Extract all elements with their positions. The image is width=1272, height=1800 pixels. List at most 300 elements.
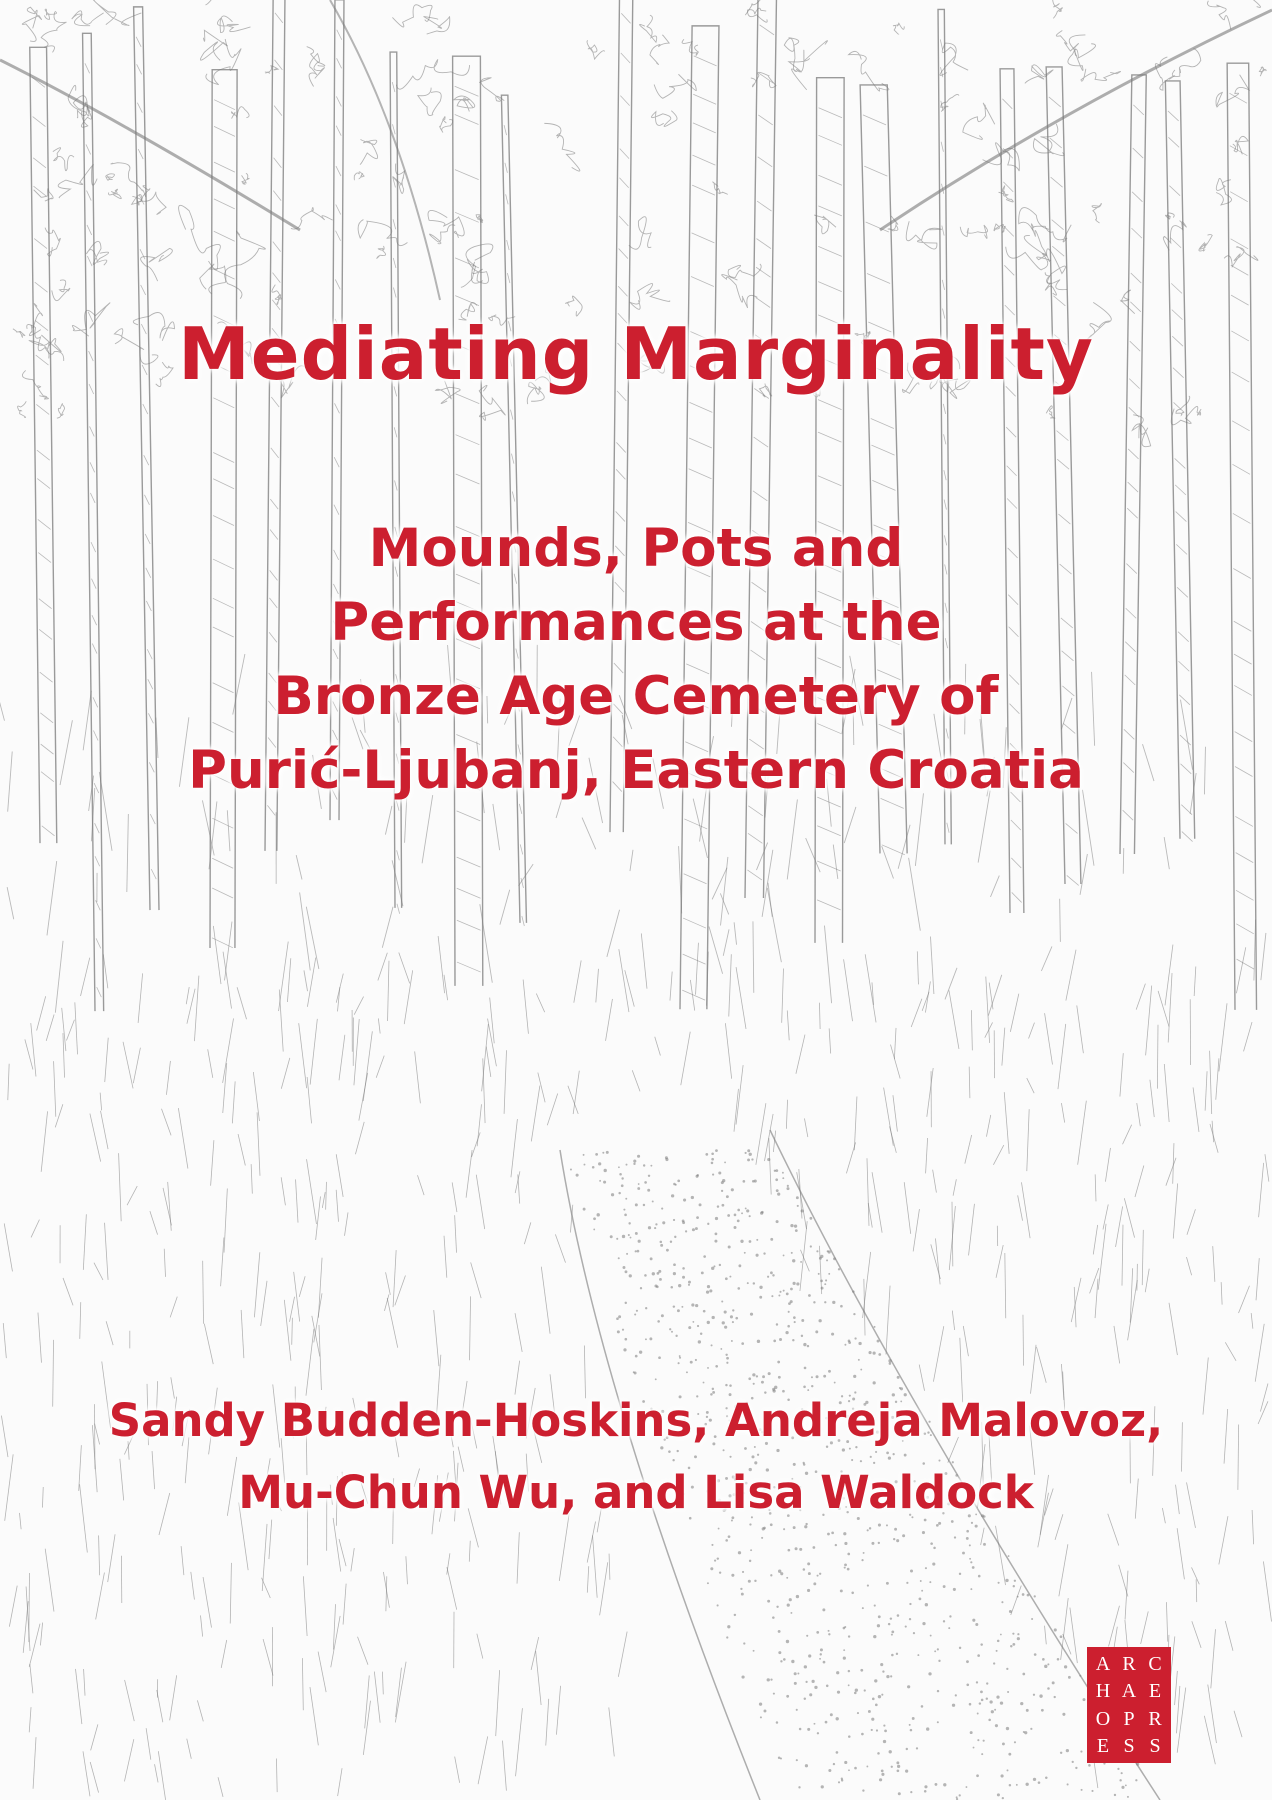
bark-hatch bbox=[97, 987, 102, 997]
grass-stroke bbox=[75, 1002, 78, 1054]
path-stipple bbox=[725, 1354, 727, 1356]
grass-stroke bbox=[94, 1263, 103, 1280]
path-stipple bbox=[731, 1340, 733, 1342]
path-stipple bbox=[813, 1582, 816, 1585]
path-stipple bbox=[825, 1279, 827, 1281]
grass-stroke bbox=[1021, 1182, 1030, 1238]
path-stipple bbox=[1127, 1796, 1129, 1798]
path-stipple bbox=[981, 1753, 983, 1755]
foliage-scribble bbox=[358, 220, 407, 246]
grass-stroke bbox=[37, 996, 46, 1030]
path-stipple bbox=[828, 1769, 831, 1772]
bark-hatch bbox=[1235, 816, 1253, 826]
grass-stroke bbox=[83, 1751, 90, 1796]
shrub-stroke bbox=[382, 907, 393, 948]
grass-stroke bbox=[197, 1700, 203, 1721]
grass-stroke bbox=[1045, 1013, 1053, 1064]
foliage-scribble bbox=[179, 205, 221, 270]
foliage-scribble bbox=[454, 96, 475, 112]
path-stipple bbox=[644, 1274, 647, 1277]
grass-stroke bbox=[736, 1065, 743, 1124]
grass-stroke bbox=[884, 1088, 894, 1146]
grass-stroke bbox=[1109, 1606, 1120, 1647]
grass-stroke bbox=[318, 1652, 326, 1693]
bark-hatch bbox=[336, 96, 341, 106]
path-stipple bbox=[959, 1794, 961, 1796]
path-stipple bbox=[832, 1301, 835, 1304]
path-stipple bbox=[724, 1326, 727, 1329]
path-stipple bbox=[1125, 1784, 1127, 1786]
path-stipple bbox=[1119, 1779, 1121, 1781]
grass-stroke bbox=[949, 990, 959, 1049]
grass-stroke bbox=[376, 1056, 384, 1078]
grass-stroke bbox=[1256, 1258, 1259, 1300]
bark-hatch bbox=[1231, 265, 1249, 275]
bark-hatch bbox=[151, 869, 156, 879]
path-stipple bbox=[956, 1796, 958, 1798]
bark-hatch bbox=[511, 454, 513, 464]
grass-stroke bbox=[1192, 1621, 1201, 1648]
path-stipple bbox=[738, 1551, 741, 1554]
foliage-scribble bbox=[1216, 75, 1249, 107]
path-stipple bbox=[1136, 1763, 1139, 1766]
bark-hatch bbox=[944, 500, 946, 510]
foliage-scribble bbox=[467, 259, 488, 283]
path-stipple bbox=[628, 1234, 630, 1236]
shrub-stroke bbox=[630, 850, 633, 871]
shrub-stroke bbox=[930, 937, 933, 994]
grass-stroke bbox=[981, 1528, 985, 1545]
path-stipple bbox=[730, 1315, 733, 1318]
path-stipple bbox=[1013, 1585, 1015, 1587]
grass-stroke bbox=[963, 1326, 968, 1356]
grass-stroke bbox=[1193, 1087, 1199, 1131]
bark-hatch bbox=[1123, 810, 1133, 820]
path-stipple bbox=[759, 1286, 762, 1289]
bark-hatch bbox=[275, 13, 283, 23]
path-stipple bbox=[909, 1724, 911, 1726]
grass-stroke bbox=[922, 992, 929, 1011]
path-stipple bbox=[644, 1181, 647, 1184]
grass-stroke bbox=[1221, 1282, 1222, 1304]
grass-stroke bbox=[655, 1037, 661, 1056]
path-stipple bbox=[813, 1301, 815, 1303]
path-stipple bbox=[803, 1568, 806, 1571]
grass-stroke bbox=[996, 1245, 1003, 1278]
bark-hatch bbox=[1128, 482, 1138, 492]
path-stipple bbox=[621, 1177, 623, 1179]
path-stipple bbox=[820, 1648, 823, 1651]
grass-stroke bbox=[502, 1741, 506, 1791]
path-stipple bbox=[820, 1280, 823, 1283]
grass-stroke bbox=[438, 936, 444, 993]
path-stipple bbox=[978, 1575, 981, 1578]
shrub-stroke bbox=[824, 926, 831, 1004]
path-stipple bbox=[1034, 1653, 1037, 1656]
path-stipple bbox=[793, 1316, 796, 1319]
path-stipple bbox=[814, 1686, 817, 1689]
grass-stroke bbox=[322, 1192, 325, 1208]
grass-stroke bbox=[1005, 1253, 1006, 1318]
path-stipple bbox=[776, 1606, 778, 1608]
path-stipple bbox=[756, 1239, 758, 1241]
path-stipple bbox=[677, 1309, 680, 1312]
path-stipple bbox=[997, 1793, 1000, 1796]
grass-stroke bbox=[486, 1047, 491, 1077]
grass-stroke bbox=[351, 1548, 354, 1571]
grass-stroke bbox=[253, 1072, 259, 1121]
path-stipple bbox=[767, 1158, 770, 1161]
logo-letter: A bbox=[1095, 1652, 1111, 1675]
path-stipple bbox=[1044, 1665, 1047, 1668]
path-stipple bbox=[891, 1654, 894, 1657]
grass-stroke bbox=[986, 977, 990, 1043]
grass-stroke bbox=[1173, 1183, 1177, 1238]
bark-hatch bbox=[684, 874, 707, 884]
foliage-scribble bbox=[72, 11, 104, 26]
path-stipple bbox=[972, 1566, 975, 1569]
bark-hatch bbox=[213, 452, 234, 462]
logo-letter: R bbox=[1148, 1707, 1162, 1730]
path-stipple bbox=[986, 1697, 988, 1699]
foliage-scribble bbox=[1081, 69, 1121, 81]
path-stipple bbox=[738, 1264, 741, 1267]
path-stipple bbox=[749, 1560, 751, 1562]
foliage-scribble bbox=[906, 221, 942, 249]
grass-stroke bbox=[186, 987, 189, 1004]
bark-hatch bbox=[1132, 228, 1142, 238]
path-stipple bbox=[803, 1343, 806, 1346]
path-stipple bbox=[767, 1678, 770, 1681]
grass-stroke bbox=[447, 1553, 450, 1574]
bark-hatch bbox=[1067, 875, 1079, 885]
grass-stroke bbox=[1265, 1154, 1269, 1181]
foliage-scribble bbox=[629, 217, 651, 250]
path-stipple bbox=[881, 1773, 884, 1776]
grass-stroke bbox=[1137, 1103, 1141, 1126]
shrub-stroke bbox=[300, 892, 311, 970]
path-stipple bbox=[1075, 1767, 1077, 1769]
path-stipple bbox=[827, 1533, 830, 1536]
bark-hatch bbox=[753, 491, 767, 501]
path-stipple bbox=[648, 1175, 650, 1177]
path-stipple bbox=[852, 1290, 855, 1293]
path-stipple bbox=[583, 1208, 586, 1211]
bark-hatch bbox=[395, 481, 398, 491]
grass-stroke bbox=[316, 1196, 321, 1240]
path-stipple bbox=[840, 1305, 843, 1308]
bark-hatch bbox=[817, 900, 841, 910]
grass-stroke bbox=[933, 1170, 937, 1193]
grass-stroke bbox=[382, 1672, 383, 1695]
path-stipple bbox=[995, 1724, 998, 1727]
bark-hatch bbox=[336, 166, 341, 176]
path-stipple bbox=[788, 1302, 791, 1305]
path-stipple bbox=[726, 1362, 728, 1364]
path-stipple bbox=[844, 1761, 847, 1764]
path-stipple bbox=[1001, 1774, 1004, 1777]
foliage-scribble bbox=[682, 39, 698, 55]
grass-stroke bbox=[935, 1238, 940, 1284]
path-stipple bbox=[592, 1166, 595, 1169]
bark-hatch bbox=[33, 117, 46, 127]
shrub-stroke bbox=[721, 857, 728, 926]
grass-stroke bbox=[800, 1221, 807, 1291]
bark-hatch bbox=[393, 124, 396, 134]
foliage-scribble bbox=[650, 35, 669, 65]
foliage-scribble bbox=[41, 12, 66, 53]
path-stipple bbox=[804, 1367, 807, 1370]
grass-stroke bbox=[417, 1175, 424, 1195]
path-stipple bbox=[576, 1174, 579, 1177]
bark-hatch bbox=[144, 455, 149, 465]
path-stipple bbox=[753, 1650, 755, 1652]
path-stipple bbox=[1020, 1702, 1023, 1705]
grass-stroke bbox=[406, 1556, 408, 1584]
path-stipple bbox=[770, 1679, 772, 1681]
path-stipple bbox=[952, 1704, 955, 1707]
path-stipple bbox=[882, 1670, 884, 1672]
path-stipple bbox=[1010, 1645, 1012, 1647]
path-stipple bbox=[629, 1274, 632, 1277]
grass-stroke bbox=[625, 970, 634, 1006]
bark-hatch bbox=[42, 826, 55, 836]
grass-stroke bbox=[1142, 1230, 1143, 1285]
path-stipple bbox=[635, 1203, 638, 1206]
grass-stroke bbox=[477, 1104, 481, 1146]
grass-stroke bbox=[1136, 984, 1145, 1010]
path-stipple bbox=[889, 1750, 892, 1753]
path-stipple bbox=[776, 1220, 779, 1223]
path-stipple bbox=[878, 1542, 880, 1544]
bark-hatch bbox=[1171, 283, 1182, 293]
grass-stroke bbox=[829, 1028, 831, 1053]
grass-stroke bbox=[96, 1573, 105, 1620]
path-stipple bbox=[643, 1164, 645, 1166]
foliage-scribble bbox=[479, 78, 504, 102]
bark-hatch bbox=[504, 125, 506, 135]
bark-hatch bbox=[817, 826, 841, 836]
path-stipple bbox=[1016, 1784, 1018, 1786]
path-stipple bbox=[819, 1257, 822, 1260]
bark-hatch bbox=[455, 86, 479, 96]
path-stipple bbox=[796, 1282, 799, 1285]
path-stipple bbox=[937, 1648, 939, 1650]
bark-hatch bbox=[507, 273, 509, 283]
grass-stroke bbox=[415, 1051, 421, 1103]
path-stipple bbox=[799, 1728, 802, 1731]
path-stipple bbox=[681, 1306, 683, 1308]
path-stipple bbox=[754, 1180, 757, 1183]
bark-hatch bbox=[397, 904, 400, 914]
bark-hatch bbox=[273, 273, 281, 283]
grass-stroke bbox=[218, 1777, 223, 1797]
bark-hatch bbox=[96, 900, 101, 910]
shrub-stroke bbox=[582, 818, 596, 850]
path-stipple bbox=[922, 1622, 925, 1625]
path-stipple bbox=[701, 1271, 704, 1274]
path-stipple bbox=[749, 1153, 752, 1156]
path-stipple bbox=[724, 1161, 726, 1163]
bark-hatch bbox=[90, 493, 95, 503]
grass-stroke bbox=[46, 1014, 54, 1040]
path-stipple bbox=[1042, 1658, 1045, 1661]
grass-stroke bbox=[1018, 1195, 1023, 1220]
grass-stroke bbox=[1210, 1051, 1212, 1114]
path-stipple bbox=[645, 1338, 647, 1340]
shrub-stroke bbox=[882, 846, 894, 878]
grass-stroke bbox=[91, 1724, 98, 1750]
shrub-stroke bbox=[1164, 837, 1169, 869]
path-stipple bbox=[873, 1635, 876, 1638]
grass-stroke bbox=[1244, 1022, 1252, 1051]
bark-hatch bbox=[1237, 959, 1255, 969]
path-stipple bbox=[703, 1310, 706, 1313]
path-stipple bbox=[652, 1200, 654, 1202]
path-stipple bbox=[1026, 1709, 1029, 1712]
path-stipple bbox=[921, 1705, 924, 1708]
path-stipple bbox=[775, 1169, 778, 1172]
path-stipple bbox=[938, 1660, 940, 1662]
grass-stroke bbox=[917, 951, 918, 984]
path-stipple bbox=[929, 1581, 931, 1583]
grass-stroke bbox=[1070, 1608, 1077, 1663]
path-stipple bbox=[860, 1369, 862, 1371]
path-stipple bbox=[814, 1723, 816, 1725]
bark-hatch bbox=[754, 437, 768, 447]
path-stipple bbox=[888, 1359, 891, 1362]
path-stipple bbox=[809, 1217, 812, 1220]
grass-stroke bbox=[1027, 1078, 1034, 1093]
path-stipple bbox=[786, 1577, 788, 1579]
path-stipple bbox=[966, 1530, 969, 1533]
bark-hatch bbox=[1011, 820, 1021, 830]
path-stipple bbox=[770, 1238, 773, 1241]
path-stipple bbox=[1083, 1698, 1086, 1701]
grass-stroke bbox=[927, 1068, 933, 1117]
path-stipple bbox=[910, 1729, 913, 1732]
path-stipple bbox=[754, 1580, 756, 1582]
shrub-stroke bbox=[55, 941, 63, 1013]
grass-stroke bbox=[1150, 1080, 1154, 1117]
bark-hatch bbox=[748, 833, 762, 843]
grass-stroke bbox=[1077, 1005, 1084, 1053]
path-stipple bbox=[711, 1158, 714, 1161]
shrub-stroke bbox=[227, 810, 230, 851]
path-stipple bbox=[657, 1272, 660, 1275]
bark-hatch bbox=[214, 126, 235, 136]
path-stipple bbox=[602, 1152, 604, 1154]
path-stipple bbox=[912, 1717, 915, 1720]
grass-stroke bbox=[782, 968, 784, 1022]
foliage-scribble bbox=[141, 248, 173, 281]
grass-stroke bbox=[517, 1532, 519, 1583]
bark-hatch bbox=[872, 480, 895, 490]
path-stipple bbox=[1005, 1579, 1008, 1582]
path-stipple bbox=[764, 1709, 767, 1712]
foliage-scribble bbox=[429, 225, 455, 244]
foliage-scribble bbox=[428, 210, 464, 237]
path-stipple bbox=[1121, 1772, 1123, 1774]
bark-hatch bbox=[1007, 499, 1017, 509]
subtitle-line: Purić-Ljubanj, Eastern Croatia bbox=[188, 740, 1084, 801]
foliage-scribble bbox=[640, 15, 657, 42]
grass-stroke bbox=[378, 1018, 380, 1033]
grass-stroke bbox=[261, 1281, 267, 1326]
grass-stroke bbox=[307, 1077, 311, 1123]
grass-stroke bbox=[547, 1094, 557, 1126]
bark-hatch bbox=[693, 94, 716, 104]
path-stipple bbox=[1062, 1713, 1065, 1716]
grass-stroke bbox=[606, 999, 613, 1041]
grass-stroke bbox=[632, 1070, 640, 1091]
path-stipple bbox=[697, 1174, 699, 1176]
path-stipple bbox=[1041, 1709, 1044, 1712]
grass-stroke bbox=[1254, 920, 1256, 981]
path-stipple bbox=[1002, 1797, 1004, 1799]
path-stipple bbox=[844, 1626, 846, 1628]
path-stipple bbox=[661, 1314, 664, 1317]
grass-stroke bbox=[523, 980, 528, 1034]
path-stipple bbox=[893, 1538, 895, 1540]
grass-stroke bbox=[157, 1690, 163, 1722]
path-stipple bbox=[727, 1214, 730, 1217]
path-stipple bbox=[997, 1640, 1000, 1643]
bark-hatch bbox=[335, 279, 340, 289]
path-stipple bbox=[917, 1654, 919, 1656]
grass-stroke bbox=[1059, 1544, 1068, 1596]
grass-stroke bbox=[455, 1215, 457, 1252]
path-stipple bbox=[949, 1615, 951, 1617]
path-stipple bbox=[966, 1683, 969, 1686]
fallen-branch bbox=[0, 60, 300, 230]
path-stipple bbox=[805, 1764, 808, 1767]
grass-stroke bbox=[531, 1637, 539, 1670]
grass-stroke bbox=[281, 1177, 285, 1205]
bark-hatch bbox=[1052, 246, 1064, 256]
path-stipple bbox=[932, 1562, 935, 1565]
grass-stroke bbox=[187, 1739, 192, 1759]
grass-stroke bbox=[1164, 1064, 1169, 1122]
path-stipple bbox=[759, 1296, 762, 1299]
shrub-stroke bbox=[898, 825, 910, 869]
grass-stroke bbox=[138, 973, 143, 1023]
path-stipple bbox=[981, 1699, 984, 1702]
path-stipple bbox=[638, 1183, 640, 1185]
shrub-stroke bbox=[127, 814, 129, 892]
bark-hatch bbox=[689, 469, 712, 479]
path-stipple bbox=[616, 1238, 618, 1240]
bark-hatch bbox=[522, 916, 524, 926]
path-stipple bbox=[1039, 1694, 1042, 1697]
grass-stroke bbox=[1002, 1028, 1005, 1066]
path-stipple bbox=[707, 1223, 709, 1225]
path-stipple bbox=[780, 1572, 783, 1575]
bark-hatch bbox=[214, 231, 235, 241]
grass-stroke bbox=[1004, 1092, 1009, 1154]
grass-stroke bbox=[1061, 1103, 1064, 1122]
path-stipple bbox=[828, 1273, 830, 1275]
path-stipple bbox=[966, 1537, 969, 1540]
path-stipple bbox=[953, 1588, 956, 1591]
grass-stroke bbox=[123, 1042, 133, 1089]
grass-stroke bbox=[725, 1023, 731, 1078]
grass-stroke bbox=[893, 1095, 897, 1131]
path-stipple bbox=[728, 1535, 731, 1538]
bark-hatch bbox=[273, 242, 281, 252]
path-stipple bbox=[1088, 1764, 1091, 1767]
path-stipple bbox=[606, 1151, 609, 1154]
